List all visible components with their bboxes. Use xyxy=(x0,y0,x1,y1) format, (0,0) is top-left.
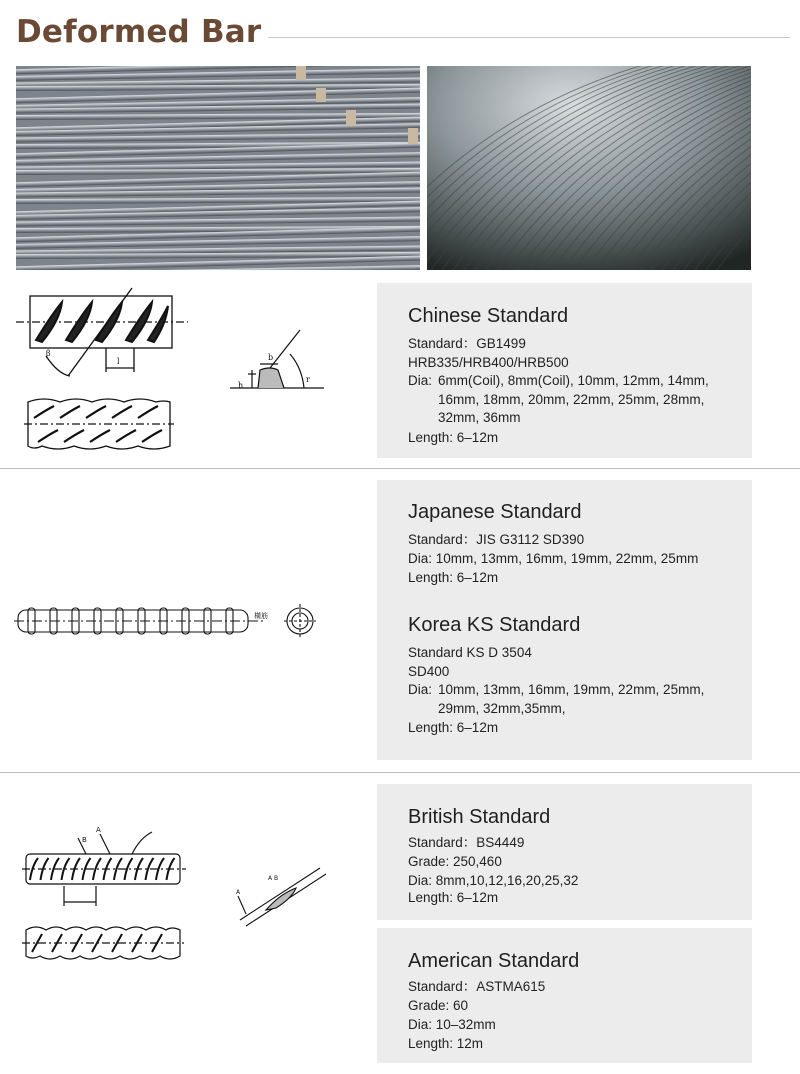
british-standard-heading: British Standard xyxy=(408,806,551,828)
japanese-dia: Dia: 10mm, 13mm, 16mm, 19mm, 22mm, 25mm xyxy=(408,551,699,566)
label-l: l xyxy=(117,357,120,366)
american-standard-heading: American Standard xyxy=(408,950,580,972)
label-b: B xyxy=(82,836,87,844)
japanese-standard-code: Standard：JIS G3112 SD390 xyxy=(408,532,585,547)
chinese-dia-label: Dia: xyxy=(408,373,433,388)
korea-standard-code: Standard KS D 3504 xyxy=(408,645,532,660)
american-grade: Grade: 60 xyxy=(408,998,469,1013)
british-length: Length: 6–12m xyxy=(408,890,499,905)
american-standard-code: Standard：ASTMA615 xyxy=(408,979,546,994)
chinese-dia-value: 6mm(Coil), 8mm(Coil), 10mm, 12mm, 14mm, 16mm, 18mm, 20mm, 22mm, 25mm, 28mm, 32mm, 36mm xyxy=(438,373,709,425)
label-b: b xyxy=(268,353,274,362)
section-divider xyxy=(0,772,800,773)
label-a-small: A xyxy=(236,889,241,896)
korea-standard-heading: Korea KS Standard xyxy=(408,614,581,636)
korea-length: Length: 6–12m xyxy=(408,720,499,735)
rebar-bundle-photo xyxy=(16,66,420,270)
american-length: Length: 12m xyxy=(408,1036,484,1051)
japanese-length: Length: 6–12m xyxy=(408,570,499,585)
british-rib-section-drawing xyxy=(232,866,328,928)
chinese-standard-code: Standard：GB1499 xyxy=(408,336,526,351)
label-section: 橫筋 xyxy=(254,612,268,620)
british-standard-code: Standard：BS4449 xyxy=(408,835,525,850)
chinese-standard-heading: Chinese Standard xyxy=(408,305,569,327)
british-dia: Dia: 8mm,10,12,16,20,25,32 xyxy=(408,873,579,888)
chinese-grade: HRB335/HRB400/HRB500 xyxy=(408,355,569,370)
label-a: A xyxy=(96,826,101,834)
british-rebar-side-drawing xyxy=(22,922,186,964)
label-ab: A B xyxy=(268,875,279,882)
label-r: r xyxy=(306,375,310,384)
chinese-rebar-top-drawing xyxy=(16,284,196,384)
korea-dia-value: 10mm, 13mm, 16mm, 19mm, 22mm, 25mm, 29mm, 32mm,35mm, xyxy=(438,682,705,716)
chinese-rebar-side-drawing xyxy=(24,394,176,456)
japanese-rebar-drawing xyxy=(14,598,330,646)
korea-grade: SD400 xyxy=(408,664,450,679)
label-beta: β xyxy=(46,349,51,358)
title-divider xyxy=(268,37,790,38)
chinese-dia xyxy=(408,372,752,428)
wire-coil-photo xyxy=(427,66,751,270)
section-divider xyxy=(0,468,800,469)
japanese-standard-heading: Japanese Standard xyxy=(408,501,582,523)
american-dia: Dia: 10–32mm xyxy=(408,1017,496,1032)
british-rebar-top-drawing xyxy=(22,826,190,916)
chinese-standard-panel xyxy=(377,283,752,458)
chinese-length: Length: 6–12m xyxy=(408,429,499,445)
japanese-korea-panel xyxy=(377,480,752,760)
british-standard-panel xyxy=(377,784,752,920)
american-standard-panel xyxy=(377,928,752,1063)
chinese-rib-section-drawing xyxy=(230,324,326,416)
korea-dia xyxy=(408,681,752,718)
page-title: Deformed Bar xyxy=(16,14,262,50)
label-h: h xyxy=(238,381,244,390)
british-grade: Grade: 250,460 xyxy=(408,854,502,869)
korea-dia-label: Dia: xyxy=(408,682,433,697)
